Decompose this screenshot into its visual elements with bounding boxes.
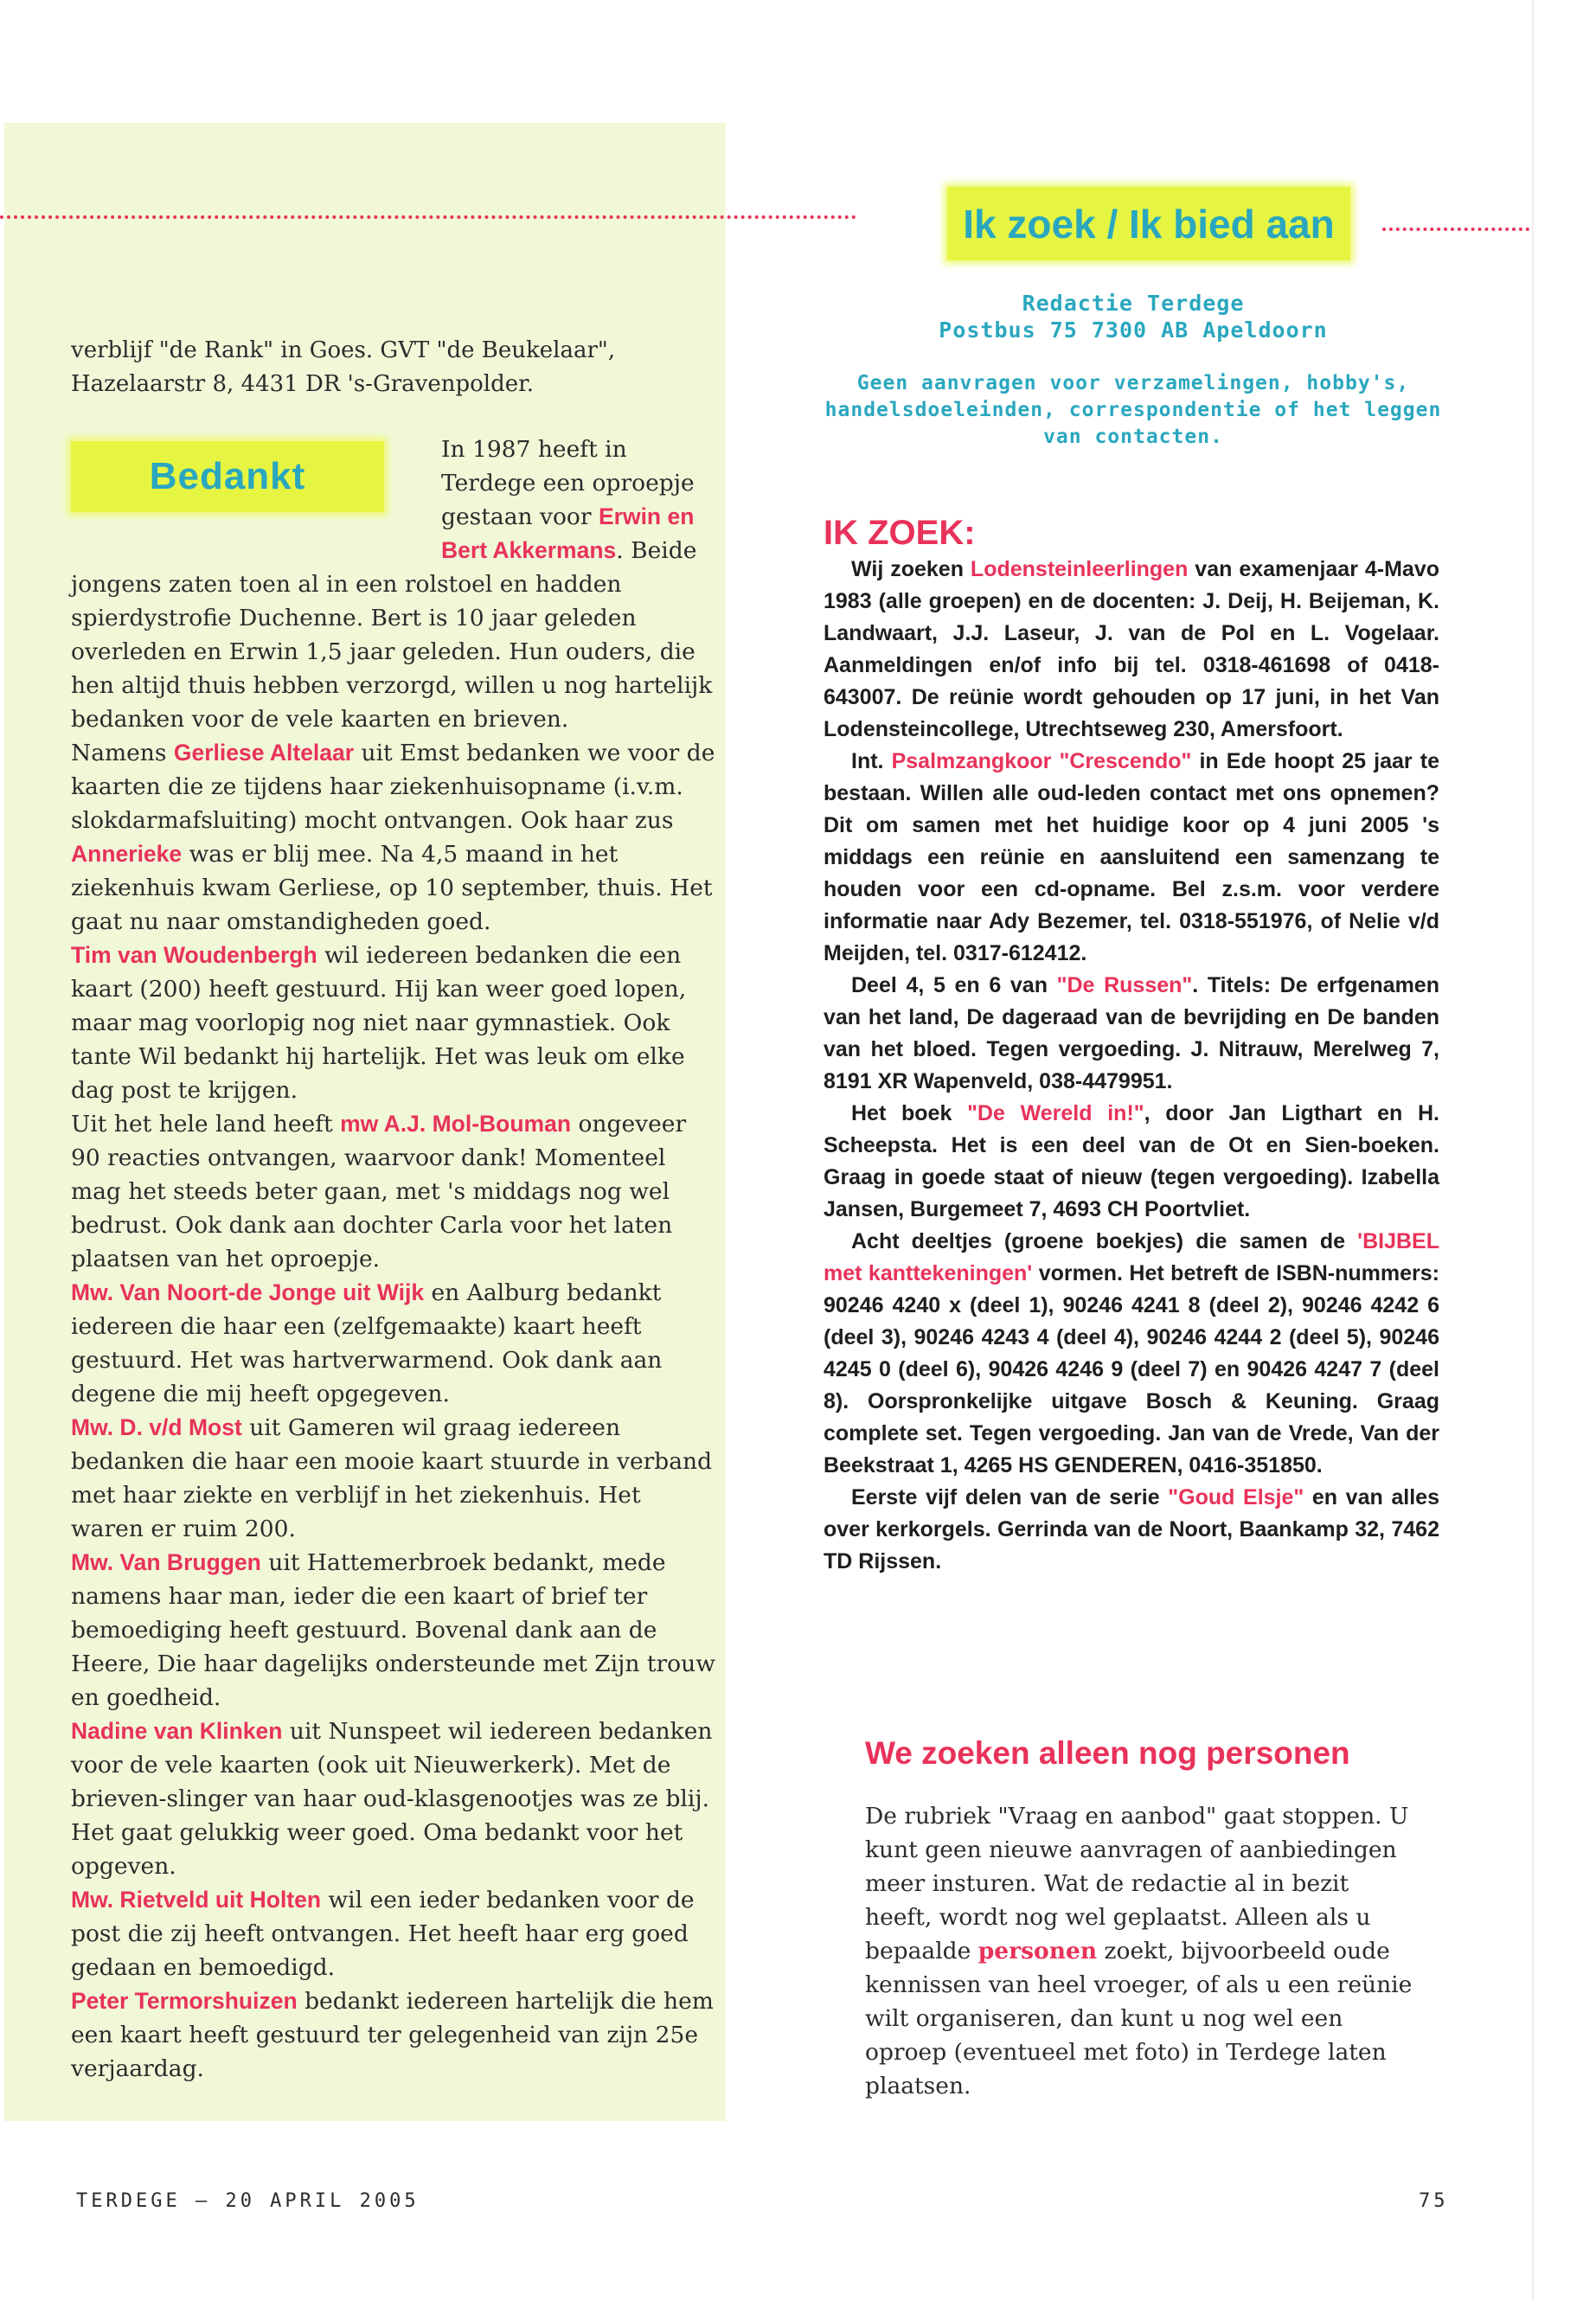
bedankt-entry: Mw. D. v/d Most uit Gameren wil graag iedereen bedanken die haar een mooie kaart stuurde in verband met haar ziekte en verblijf in het ziekenhuis. Het waren er ruim 200. <box>71 1414 713 1542</box>
section-title: Ik zoek / Ik bied aan <box>963 201 1335 247</box>
ad-highlight: Psalmzangkoor "Crescendo" <box>891 749 1192 773</box>
page-number: 75 <box>1419 2190 1449 2212</box>
entry-name: Annerieke <box>71 841 183 867</box>
entry-name: Tim van Woudenbergh <box>71 942 317 968</box>
personen-highlight: personen <box>977 1938 1098 1965</box>
footer-publication: TERDEGE – 20 APRIL 2005 <box>76 2190 420 2212</box>
bedankt-entry: Uit het hele land heeft mw A.J. Mol-Bouman ongeveer 90 reacties ontvangen, waarvoor dank! Momenteel mag het steeds beter gaan, met 's middags nog wel bedrust. Ook dank aan dochter Carla voor het laten plaatsen van het oproepje. <box>71 1111 687 1272</box>
ad-highlight: "Goud Elsje" <box>1168 1485 1304 1509</box>
entry-name: Mw. Van Noort-de Jonge uit Wijk <box>71 1279 425 1305</box>
notice-text: Geen aanvragen voor verzamelingen, hobby's, handelsdoeleinden, correspondentie of het leggen van contacten. <box>824 372 1442 448</box>
intro-paragraph: verblijf "de Rank" in Goes. GVT "de Beukelaar", Hazelaarstr 8, 4431 DR 's-Gravenpolder. <box>71 337 616 397</box>
dotted-divider-left <box>0 215 856 219</box>
ad-highlight: "De Wereld in!" <box>967 1101 1144 1125</box>
entry-name: Mw. Rietveld uit Holten <box>71 1887 322 1913</box>
entry-name: Gerliese Altelaar <box>173 740 355 766</box>
ik-zoek-heading: IK ZOEK: <box>824 514 976 552</box>
section-title-box <box>947 187 1350 260</box>
ad-item: Eerste vijf delen van de serie "Goud Elsje" en van alles over kerkorgels. Gerrinda van de Noort, Baankamp 32, 7462 TD Rijssen. <box>824 1485 1439 1574</box>
bedankt-title-box <box>71 441 384 512</box>
personen-heading: We zoeken alleen nog personen <box>865 1735 1350 1771</box>
bedankt-entry: Mw. Rietveld uit Holten wil een ieder bedanken voor de post die zij heeft ontvangen. Het heeft haar erg goed gedaan en bemoedigd. <box>71 1887 695 1981</box>
bedankt-entry: Nadine van Klinken uit Nunspeet wil iedereen bedanken voor de vele kaarten (ook uit Nieuwerkerk). Met de brieven-slinger van haar oud-klasgenootjes was ze blij. Het gaat gelukkig weer goed. Oma bedankt voor het opgeven. <box>71 1718 713 1880</box>
bedankt-entry: Tim van Woudenbergh wil iedereen bedanken die een kaart (200) heeft gestuurd. Hij kan weer goed lopen, maar mag voorlopig nog niet naar gymnastiek. Ook tante Wil bedankt hij hartelijk. Het was leuk om elke dag post te krijgen. <box>71 942 687 1104</box>
entry-name: Erwin en Bert Akkermans <box>441 503 695 563</box>
page-edge-rule <box>1532 0 1534 2301</box>
personen-paragraph: De rubriek "Vraag en aanbod" gaat stoppen. U kunt geen nieuwe aanvragen of aanbiedingen meer insturen. Wat de redactie al in bezit heeft, wordt nog wel geplaatst. Alleen als u bepaalde personen zoekt, bijvoorbeeld oude kennissen van heel vroeger, of als u een reünie wilt organiseren, dan kunt u nog wel een oproep (eventueel met foto) in Terdege laten plaatsen. <box>865 1803 1413 2099</box>
ad-item: Wij zoeken Lodensteinleerlingen van examenjaar 4-Mavo 1983 (alle groepen) en de docenten: J. Deij, H. Beijeman, K. Landwaart, J.J. Laseur, J. van de Pol en L. Vogelaar. Aanmeldingen en/of info bij tel. 0318-461698 of 0418-643007. De reünie wordt gehouden op 17 juni, in het Van Lodensteincollege, Utrechtseweg 230, Amersfoort. <box>824 557 1439 741</box>
ad-item: Deel 4, 5 en 6 van "De Russen". Titels: De erfgenamen van het land, De dageraad van de bevrijding en De banden van het bloed. Tegen vergoeding. J. Nitrauw, Merelweg 7, 8191 XR Wapenveld, 038-4479951. <box>824 973 1439 1093</box>
entry-name: Peter Termorshuizen <box>71 1988 298 2014</box>
bedankt-entry: Mw. Van Noort-de Jonge uit Wijk en Aalburg bedankt iedereen die haar een (zelfgemaakte) kaart heeft gestuurd. Het was hartverwarmend. Ook dank aan degene die mij heeft opgegeven. <box>71 1279 663 1407</box>
ad-item: Int. Psalmzangkoor "Crescendo" in Ede hoopt 25 jaar te bestaan. Willen alle oud-leden contact met ons opnemen? Dit om samen met het huidige koor op 4 juni 2005 's middags een reünie en aansluitend een samenzang te houden voor een cd-opname. Bel z.s.m. voor verdere informatie naar Ady Bezemer, tel. 0318-551976, of Nelie v/d Meijden, tel. 0317-612412. <box>824 749 1439 965</box>
redactie-address <box>822 290 1445 343</box>
entry-name: Nadine van Klinken <box>71 1718 283 1744</box>
dotted-divider-right <box>1382 228 1529 231</box>
ad-highlight: 'BIJBEL met kanttekeningen' <box>824 1229 1439 1285</box>
ad-highlight: "De Russen" <box>1056 973 1193 997</box>
ads-list <box>824 554 1439 1578</box>
entry-name: Mw. Van Bruggen <box>71 1549 261 1575</box>
bedankt-entry: Peter Termorshuizen bedankt iedereen hartelijk die hem een kaart heeft gestuurd ter gelegenheid van zijn 25e verjaardag. <box>71 1988 714 2082</box>
ad-item: Acht deeltjes (groene boekjes) die samen de 'BIJBEL met kanttekeningen' vormen. Het betreft de ISBN-nummers: 90246 4240 x (deel 1), 90246 4241 8 (deel 2), 90246 4242 6 (deel 3), 90246 4243 4 (deel 4), 90246 4244 2 (deel 5), 90246 4245 0 (deel 6), 90426 4246 9 (deel 7) en 90426 4247 7 (deel 8). Oorspronkelijke uitgave Bosch & Keuning. Graag complete set. Tegen vergoeding. Jan van de Vrede, Van der Beekstraat 1, 4265 HS GENDEREN, 0416-351850. <box>824 1229 1439 1477</box>
redactie-postbus: Postbus 75 7300 AB Apeldoorn <box>939 317 1328 343</box>
bedankt-entry: Mw. Van Bruggen uit Hattemerbroek bedankt, mede namens haar man, ieder die een kaart of brief ter bemoediging heeft gestuurd. Bovenal dank aan de Heere, Die haar dagelijks ondersteunde met Zijn trouw en goedheid. <box>71 1549 715 1711</box>
bedankt-title: Bedankt <box>149 455 306 497</box>
ad-item: Het boek "De Wereld in!", door Jan Ligthart en H. Scheepsta. Het is een deel van de Ot en Sien-boeken. Graag in goede staat of nieuw (tegen vergoeding). Izabella Jansen, Burgemeet 7, 4693 CH Poortvliet. <box>824 1101 1440 1221</box>
bedankt-entry: Namens Gerliese Altelaar uit Emst bedanken we voor de kaarten die ze tijdens haar ziekenhuisopname (i.v.m. slokdarmafsluiting) mocht ontvangen. Ook haar zus Annerieke was er blij mee. Na 4,5 maand in het ziekenhuis kwam Gerliese, op 10 september, thuis. Het gaat nu naar omstandigheden goed. <box>71 740 715 935</box>
bedankt-entry: In 1987 heeft in Terdege een oproepje gestaan voor Erwin en Bert Akkermans. Beide jongens zaten toen al in een rolstoel en hadden spierdystrofie Duchenne. Bert is 10 jaar geleden overleden en Erwin 1,5 jaar geleden. Hun ouders, die hen altijd thuis hebben verzorgd, willen u nog hartelijk bedanken voor de vele kaarten en brieven. <box>71 436 713 733</box>
ad-highlight: Lodensteinleerlingen <box>970 557 1189 581</box>
redactie-name: Redactie Terdege <box>1022 291 1245 316</box>
bedankt-section <box>71 433 720 2086</box>
entry-name: Mw. D. v/d Most <box>71 1414 242 1440</box>
entry-name: mw A.J. Mol-Bouman <box>340 1111 572 1137</box>
